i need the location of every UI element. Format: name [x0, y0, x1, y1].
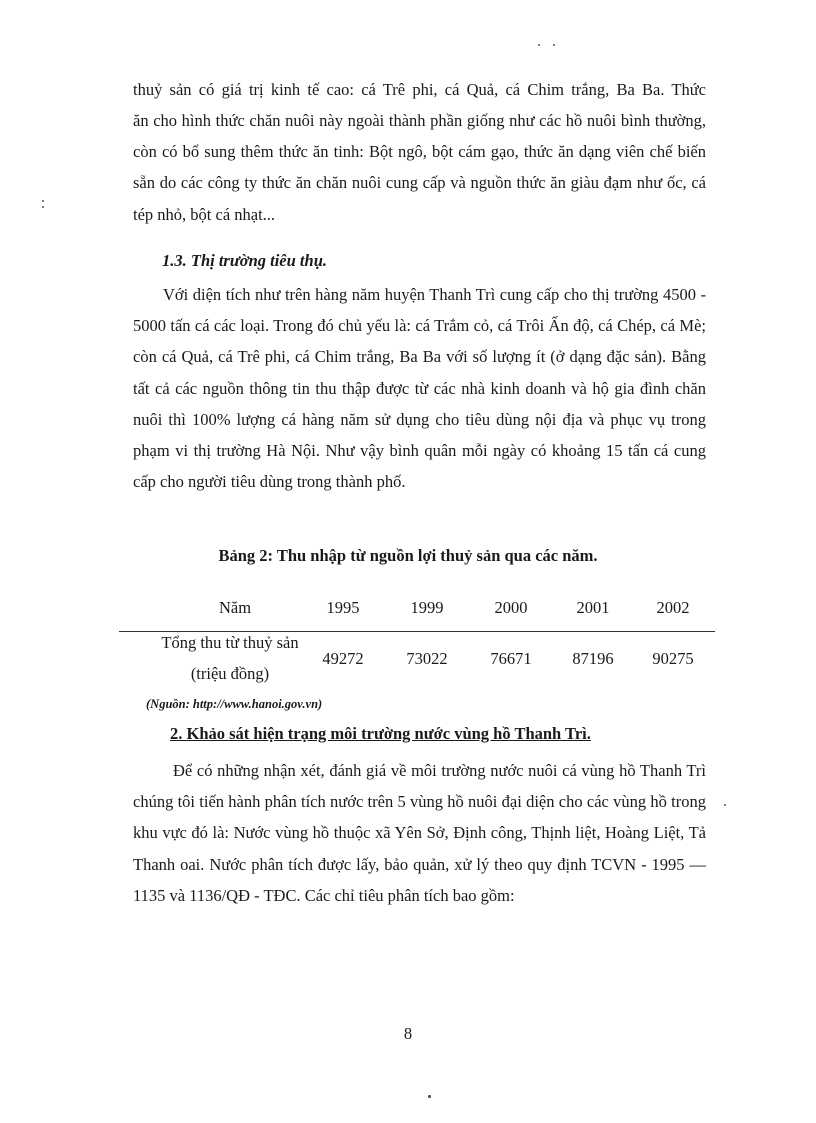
table-value-cell: 87196: [572, 649, 614, 668]
table-row-label-line1: Tổng thu từ thuỷ sản: [161, 633, 299, 652]
section-2-paragraph: Để có những nhận xét, đánh giá về môi trường nước nuôi cá vùng hồ Thanh Trì chúng tôi tiến hành phân tích nước trên 5 vùng hồ nuôi đại diện cho các vùng hồ trong khu vực đó là: Nước vùng hồ thuộc xã Yên Sở, Định công, Thịnh liệt, Hoàng Liệt, Tả Thanh oai. Nước phân tích được lấy, bảo quản, xử lý theo quy định TCVN - 1995 — 1135 và 1136/QĐ - TĐC. Các chỉ tiêu phân tích bao gồm:: [133, 761, 706, 905]
table-year-cell: 2000: [494, 598, 528, 617]
scan-speck: [538, 44, 540, 46]
table-year-cell: 1995: [326, 598, 360, 617]
table-header-row: [130, 598, 718, 626]
table-header-label: Năm: [218, 598, 252, 617]
table-row-label-line2: (triệu đồng): [190, 664, 270, 683]
table-year-cell: 1999: [410, 598, 444, 617]
intro-paragraph: ăn cho hình thức chăn nuôi này ngoài thành phần giống như các hồ nuôi bình thường, còn có bổ sung thêm thức ăn tinh: Bột ngô, bột cám gạo, thức ăn dạng viên chế biến sẵn do các công ty thức ăn chăn nuôi cung cấp và nguồn thức ăn giàu đạm như ốc, cá tép nhỏ, bột cá nhạt...: [133, 111, 706, 224]
table-value-cell: 90275: [652, 649, 694, 668]
intro-paragraph-line1: thuỷ sản có giá trị kinh tế cao: cá Trê phi, cá Quả, cá Chim trắng, Ba Ba. Thức: [133, 80, 706, 99]
scan-speck: [42, 206, 44, 208]
scan-speck: [42, 200, 44, 202]
table-year-cell: 2002: [656, 598, 690, 617]
table-value-cell: 73022: [406, 649, 448, 668]
scan-speck: [428, 1095, 431, 1098]
section-1-3-paragraph: Với diện tích như trên hàng năm huyện Thanh Trì cung cấp cho thị trường 4500 - 5000 tấn cá các loại. Trong đó chủ yếu là: cá Trắm cỏ, cá Trôi Ấn độ, cá Chép, cá Mè; còn cá Quả, cá Trê phi, cá Chim trắng, Ba Ba với số lượng ít (ở dạng đặc sản). Bằng tất cả các nguồn thông tin thu thập được từ các nhà kinh doanh và hộ gia đình chăn nuôi thì 100% lượng cá hàng năm sử dụng cho tiêu dùng nội địa và phục vụ trong phạm vi thị trường Hà Nội. Như vậy bình quân mỗi ngày có khoảng 15 tấn cá cung cấp cho người tiêu dùng trong thành phố.: [133, 285, 706, 492]
page-number: 8: [403, 1024, 413, 1043]
scan-speck: [724, 804, 726, 806]
table-value-cell: 49272: [322, 649, 364, 668]
scan-speck: [553, 44, 555, 46]
table-title: Bảng 2: Thu nhập từ nguồn lợi thuỷ sản qua các năm.: [218, 546, 598, 565]
section-1-3-heading: 1.3. Thị trường tiêu thụ.: [162, 251, 327, 270]
table-year-cell: 2001: [576, 598, 610, 617]
table-source-note: (Nguồn: http://www.hanoi.gov.vn): [146, 697, 323, 711]
section-2-heading: 2. Khảo sát hiện trạng môi trường nước vùng hồ Thanh Trì.: [170, 724, 591, 743]
table-value-cell: 76671: [490, 649, 532, 668]
table-data-row: [130, 631, 718, 691]
